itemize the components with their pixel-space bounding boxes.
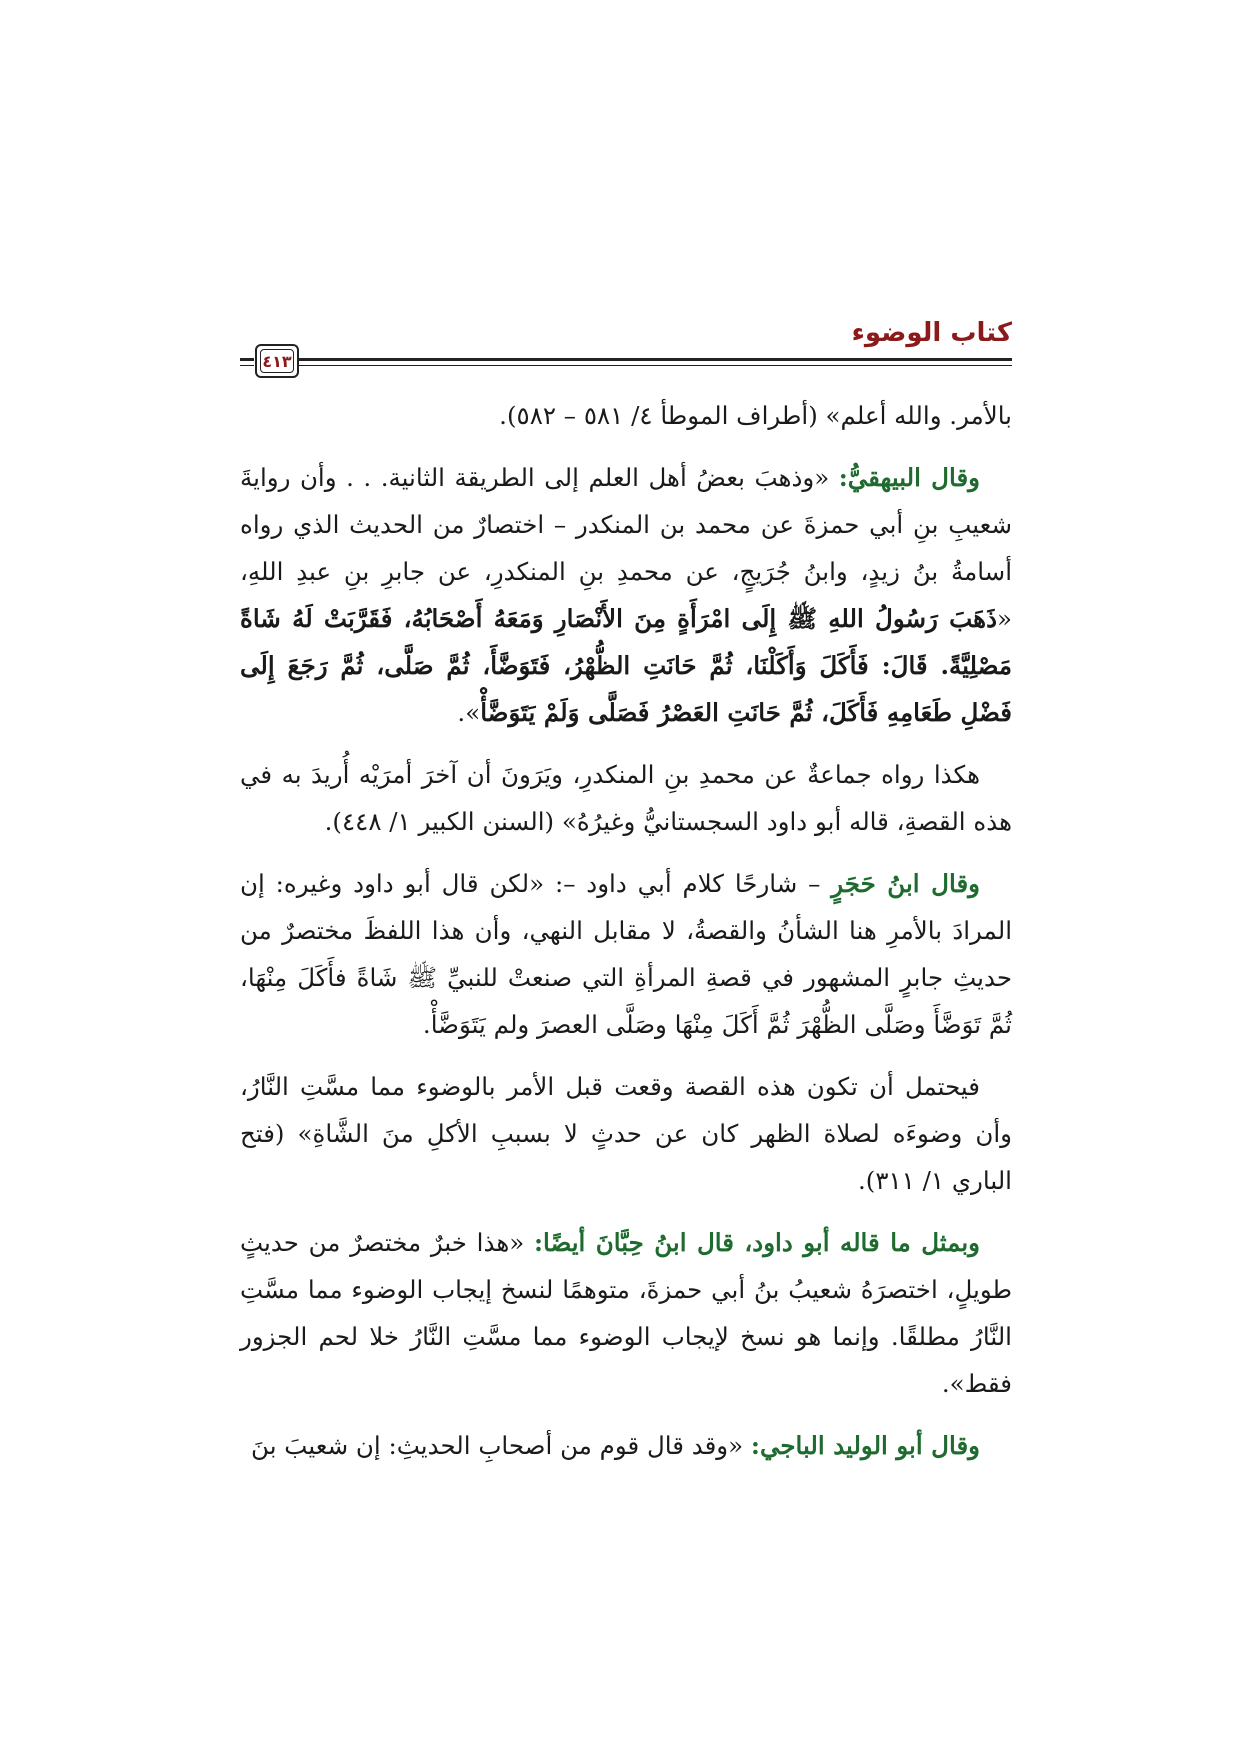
paragraph-5-text: فيحتمل أن تكون هذه القصة وقعت قبل الأمر بالوضوء مما مسَّتِ النَّارُ، وأن وضوءَه لصلاة الظهر كان عن حدثٍ لا بسببِ الأكلِ منَ الشَّاةِ» (فتح الباري ١/ ٣١١). [240,1072,1012,1195]
paragraph-2-lead: وقال البيهقيُّ: [838,463,980,492]
paragraph-7-lead: وقال أبو الوليد الباجي: [750,1431,980,1460]
header-rule-thin [296,365,1012,366]
paragraph-6-lead: وبمثل ما قاله أبو داود، قال ابنُ حِبَّانَ أيضًا: [533,1228,980,1257]
paragraph-7-text: «وقد قال قوم من أصحابِ الحديثِ: إن شعيبَ بنَ [251,1431,751,1460]
paragraph-4-lead: وقال ابنُ حَجَرٍ [831,869,980,898]
paragraph-3 [240,751,1012,845]
paragraph-1 [240,392,1012,439]
hadith-quote: ذَهَبَ رَسُولُ اللهِ ﷺ إِلَى امْرَأَةٍ مِنَ الأَنْصَارِ وَمَعَهُ أَصْحَابُهُ، فَقَرَّبَتْ لَهُ شَاةً مَصْلِيَّةً. قَالَ: فَأَكَلَ وَأَكَلْنَا، ثُمَّ حَانَتِ الظُّهْرُ، فَتَوَضَّأَ، ثُمَّ صَلَّى، ثُمَّ رَجَعَ إِلَى فَضْلِ طَعَامِهِ فَأَكَلَ، ثُمَّ حَانَتِ العَصْرُ فَصَلَّى وَلَمْ يَتَوَضَّأْ [240,604,1012,727]
paragraph-4-text: – شارحًا كلام أبي داود –: «لكن قال أبو داود وغيره: إن المرادَ بالأمرِ هنا الشأنُ والقصةُ، لا مقابل النهي، وأن هذا اللفظَ مختصرٌ من حديثِ جابرٍ المشهور في قصةِ المرأةِ التي صنعتْ للنبيِّ ﷺ شَاةً فأَكَلَ مِنْهَا، ثُمَّ تَوَضَّأَ وصَلَّى الظُّهْرَ ثُمَّ أَكَلَ مِنْهَا وصَلَّى العصرَ ولم يَتَوَضَّأْ. [240,869,1012,1039]
page-number: ٤١٣ [255,344,299,378]
page-header [240,318,1012,374]
paragraph-3-text: هكذا رواه جماعةٌ عن محمدِ بنِ المنكدرِ، ويَرَونَ أن آخرَ أمرَيْه أُريدَ به في هذه القصةِ، قاله أبو داود السجستانيُّ وغيرُهُ» (السنن الكبير ١/ ٤٤٨). [240,760,1012,836]
paragraph-7 [240,1422,1012,1469]
header-rule-left-thick [240,358,254,361]
paragraph-6 [240,1219,1012,1407]
header-rule-left-thin [240,365,254,366]
header-rule-thick [296,358,1012,361]
paragraph-4 [240,860,1012,1048]
paragraph-2-text: «وذهبَ بعضُ أهل العلم إلى الطريقة الثانية. . . وأن روايةَ شعيبِ بنِ أبي حمزةَ عن محمد بن المنكدر – اختصارٌ من الحديث الذي رواه أسامةُ بنُ زيدٍ، وابنُ جُرَيجٍ، عن محمدِ بنِ المنكدرِ، عن جابرِ بنِ عبدِ اللهِ، « [240,463,1012,633]
paragraph-1-text: بالأمر. والله أعلم» (أطراف الموطأ ٤/ ٥٨١ – ٥٨٢). [499,401,1012,430]
page-body [240,392,1012,1484]
paragraph-2-tail: ». [457,698,481,727]
paragraph-2 [240,454,1012,736]
paragraph-5 [240,1063,1012,1204]
paragraph-6-text: «هذا خبرٌ مختصرٌ من حديثٍ طويلٍ، اختصرَهُ شعيبُ بنُ أبي حمزةَ، متوهمًا لنسخ إيجاب الوضوء مما مسَّتِ النَّارُ مطلقًا. وإنما هو نسخ لإيجاب الوضوء مما مسَّتِ النَّارُ خلا لحم الجزور فقط». [240,1228,1012,1398]
running-title: كتاب الوضوء [851,318,1012,348]
